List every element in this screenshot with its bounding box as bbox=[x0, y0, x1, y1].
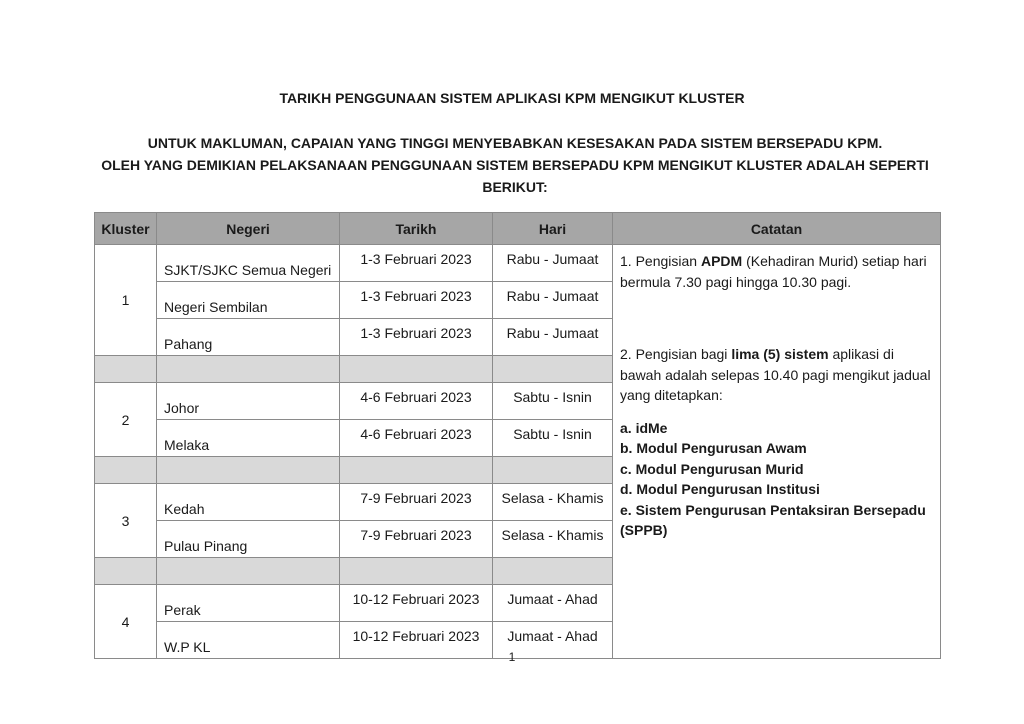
negeri-cell: Melaka bbox=[157, 420, 340, 457]
tarikh-cell: 10-12 Februari 2023 bbox=[340, 622, 493, 659]
catatan-note-2 bbox=[620, 344, 934, 406]
negeri-cell: SJKT/SJKC Semua Negeri bbox=[157, 245, 340, 282]
tarikh-cell: 7-9 Februari 2023 bbox=[340, 484, 493, 521]
table-header-row bbox=[95, 213, 941, 245]
system-list bbox=[620, 418, 934, 541]
negeri-cell: W.P KL bbox=[157, 622, 340, 659]
kluster-number: 1 bbox=[95, 245, 157, 356]
hari-cell: Rabu - Jumaat bbox=[493, 245, 613, 282]
header-tarikh: Tarikh bbox=[340, 213, 493, 245]
tarikh-cell: 1-3 Februari 2023 bbox=[340, 245, 493, 282]
note-1-prefix: 1. Pengisian bbox=[620, 253, 701, 269]
note-1-suffix: (Kehadiran Murid) setiap hari bermula 7.30 pagi hingga 10.30 pagi. bbox=[620, 253, 927, 290]
header-hari: Hari bbox=[493, 213, 613, 245]
negeri-cell: Perak bbox=[157, 585, 340, 622]
hari-cell: Selasa - Khamis bbox=[493, 521, 613, 558]
negeri-cell: Johor bbox=[157, 383, 340, 420]
hari-cell: Rabu - Jumaat bbox=[493, 319, 613, 356]
note-2-prefix: 2. Pengisian bagi bbox=[620, 346, 732, 362]
note-2-bold: lima (5) sistem bbox=[731, 346, 829, 362]
hari-cell: Jumaat - Ahad bbox=[493, 585, 613, 622]
negeri-cell: Negeri Sembilan bbox=[157, 282, 340, 319]
list-item: a. idMe bbox=[620, 419, 668, 436]
cluster-schedule-table bbox=[94, 212, 941, 659]
notice-line-3: BERIKUT: bbox=[482, 179, 548, 195]
catatan-note-1 bbox=[620, 251, 934, 292]
notice-line-1: UNTUK MAKLUMAN, CAPAIAN YANG TINGGI MENYEBABKAN KESESAKAN PADA SISTEM BERSEPADU KPM. bbox=[147, 135, 883, 151]
table-row bbox=[95, 245, 941, 282]
negeri-cell: Kedah bbox=[157, 484, 340, 521]
tarikh-cell: 1-3 Februari 2023 bbox=[340, 282, 493, 319]
negeri-cell: Pulau Pinang bbox=[157, 521, 340, 558]
header-catatan: Catatan bbox=[613, 213, 941, 245]
hari-cell: Sabtu - Isnin bbox=[493, 383, 613, 420]
list-item: e. Sistem Pengurusan Pentaksiran Bersepadu (SPPB) bbox=[620, 501, 926, 538]
document-title: TARIKH PENGGUNAAN SISTEM APLIKASI KPM MENGIKUT KLUSTER bbox=[279, 90, 745, 106]
header-kluster: Kluster bbox=[95, 213, 157, 245]
hari-cell: Selasa - Khamis bbox=[493, 484, 613, 521]
kluster-number: 4 bbox=[95, 585, 157, 659]
kluster-number: 3 bbox=[95, 484, 157, 558]
hari-cell: Rabu - Jumaat bbox=[493, 282, 613, 319]
hari-cell: Jumaat - Ahad bbox=[493, 622, 613, 659]
list-item: b. Modul Pengurusan Awam bbox=[620, 440, 807, 456]
kluster-number: 2 bbox=[95, 383, 157, 457]
negeri-cell: Pahang bbox=[157, 319, 340, 356]
tarikh-cell: 1-3 Februari 2023 bbox=[340, 319, 493, 356]
page-number: 1 bbox=[508, 650, 516, 664]
tarikh-cell: 10-12 Februari 2023 bbox=[340, 585, 493, 622]
note-1-bold: APDM bbox=[700, 253, 743, 269]
header-negeri: Negeri bbox=[157, 213, 340, 245]
note-2-suffix: aplikasi di bawah adalah selepas 10.40 pagi mengikut jadual yang ditetapkan: bbox=[620, 346, 931, 403]
tarikh-cell: 7-9 Februari 2023 bbox=[340, 521, 493, 558]
notice-line-2: OLEH YANG DEMIKIAN PELAKSANAAN PENGGUNAAN SISTEM BERSEPADU KPM MENGIKUT KLUSTER ADALAH SEPERTI bbox=[101, 157, 929, 173]
catatan-cell bbox=[613, 245, 941, 659]
list-item: d. Modul Pengurusan Institusi bbox=[620, 481, 820, 497]
list-item: c. Modul Pengurusan Murid bbox=[620, 460, 804, 477]
notice-paragraph bbox=[100, 132, 930, 198]
hari-cell: Sabtu - Isnin bbox=[493, 420, 613, 457]
tarikh-cell: 4-6 Februari 2023 bbox=[340, 420, 493, 457]
tarikh-cell: 4-6 Februari 2023 bbox=[340, 383, 493, 420]
